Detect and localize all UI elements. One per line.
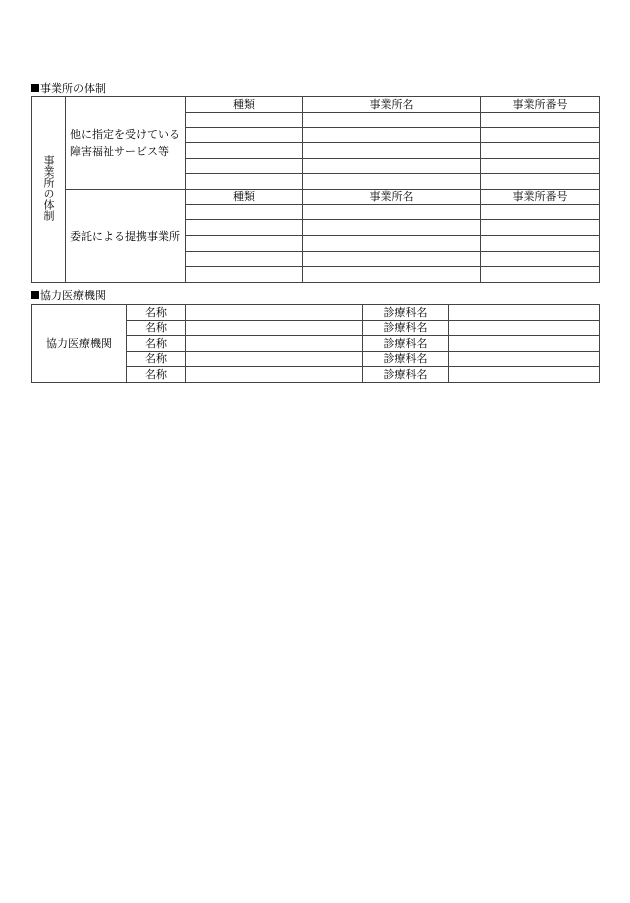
department-label: 診療科名: [363, 352, 449, 367]
cooperating-medical-table: [31, 304, 600, 383]
name-label: 名称: [127, 352, 186, 367]
type-field[interactable]: [186, 159, 303, 174]
name-label: 名称: [127, 305, 186, 321]
section-heading-cooperating-medical: [31, 289, 106, 302]
office-number-field[interactable]: [481, 205, 600, 220]
department-field[interactable]: [449, 305, 600, 321]
office-system-side-label: [32, 97, 66, 283]
office-system-table: [31, 96, 600, 283]
group-header-row: [32, 190, 600, 205]
office-name-field[interactable]: [303, 220, 481, 236]
black-square-icon: [31, 291, 39, 299]
column-header-office-number: 事業所番号: [481, 190, 600, 205]
type-field[interactable]: [186, 267, 303, 283]
office-name-field[interactable]: [303, 143, 481, 159]
type-field[interactable]: [186, 128, 303, 143]
black-square-icon: [31, 84, 39, 92]
office-name-field[interactable]: [303, 205, 481, 220]
name-label: 名称: [127, 321, 186, 336]
department-field[interactable]: [449, 336, 600, 352]
department-label: 診療科名: [363, 305, 449, 321]
department-label: 診療科名: [363, 336, 449, 352]
type-field[interactable]: [186, 174, 303, 190]
column-header-office-name: 事業所名: [303, 190, 481, 205]
type-field[interactable]: [186, 143, 303, 159]
office-number-field[interactable]: [481, 113, 600, 128]
column-header-office-number: 事業所番号: [481, 97, 600, 113]
office-number-field[interactable]: [481, 236, 600, 252]
office-number-field[interactable]: [481, 174, 600, 190]
group-label-designated-services: 他に指定を受けている障害福祉サービス等: [66, 97, 186, 190]
section-heading-text: 事業所の体制: [40, 82, 106, 95]
cooperating-medical-side-label: 協力医療機関: [32, 305, 127, 383]
department-field[interactable]: [449, 367, 600, 383]
column-header-office-name: 事業所名: [303, 97, 481, 113]
office-name-field[interactable]: [303, 174, 481, 190]
group-label-partner-offices: 委託による提携事業所: [66, 190, 186, 283]
institution-name-field[interactable]: [186, 336, 363, 352]
section-heading-text: 協力医療機関: [40, 289, 106, 302]
office-number-field[interactable]: [481, 220, 600, 236]
section-heading-office-system: [31, 82, 106, 95]
office-number-field[interactable]: [481, 159, 600, 174]
office-number-field[interactable]: [481, 267, 600, 283]
office-name-field[interactable]: [303, 252, 481, 267]
office-name-field[interactable]: [303, 267, 481, 283]
name-label: 名称: [127, 367, 186, 383]
office-name-field[interactable]: [303, 128, 481, 143]
department-label: 診療科名: [363, 367, 449, 383]
institution-name-field[interactable]: [186, 352, 363, 367]
column-header-type: 種類: [186, 190, 303, 205]
department-field[interactable]: [449, 352, 600, 367]
type-field[interactable]: [186, 205, 303, 220]
institution-name-field[interactable]: [186, 305, 363, 321]
table-row: [32, 305, 600, 321]
office-system-side-label-text: 事業所の体制: [42, 154, 55, 221]
institution-name-field[interactable]: [186, 321, 363, 336]
office-number-field[interactable]: [481, 143, 600, 159]
type-field[interactable]: [186, 220, 303, 236]
column-header-type: 種類: [186, 97, 303, 113]
office-name-field[interactable]: [303, 236, 481, 252]
institution-name-field[interactable]: [186, 367, 363, 383]
name-label: 名称: [127, 336, 186, 352]
type-field[interactable]: [186, 113, 303, 128]
department-field[interactable]: [449, 321, 600, 336]
office-number-field[interactable]: [481, 128, 600, 143]
group-header-row: [32, 97, 600, 113]
department-label: 診療科名: [363, 321, 449, 336]
type-field[interactable]: [186, 236, 303, 252]
office-number-field[interactable]: [481, 252, 600, 267]
office-name-field[interactable]: [303, 159, 481, 174]
office-name-field[interactable]: [303, 113, 481, 128]
type-field[interactable]: [186, 252, 303, 267]
